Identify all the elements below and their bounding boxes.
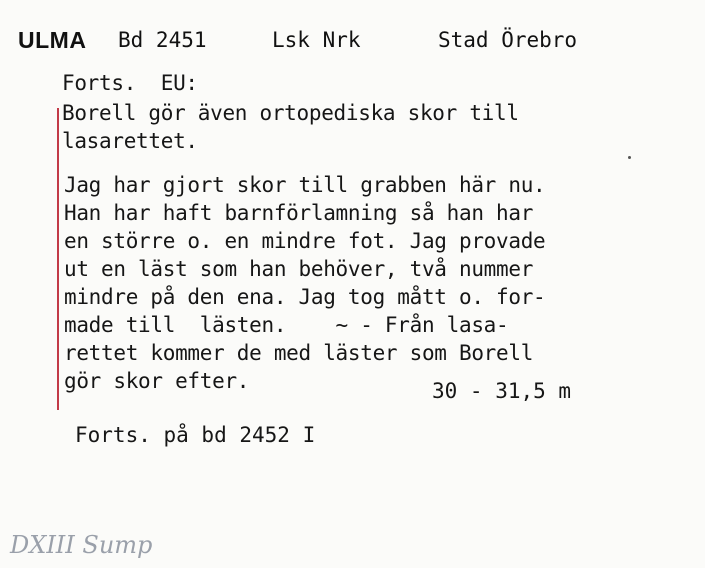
handwritten-note: DXIII Sump (10, 531, 153, 559)
volume-number: Bd 2451 (118, 28, 207, 52)
body-line: en större o. en mindre fot. Jag provade (64, 229, 546, 253)
measurement-range: 30 - 31,5 m (432, 379, 572, 403)
body-line: Forts. EU: (62, 71, 198, 95)
ink-speck (628, 156, 631, 159)
body-line: made till lästen. ~ - Från lasa- (64, 313, 509, 337)
body-line: rettet kommer de med läster som Borell (64, 341, 534, 365)
place-label: Stad Örebro (438, 28, 578, 52)
body-line: Borell gör även ortopediska skor till (62, 101, 519, 125)
body-line: lasarettet. (62, 129, 198, 153)
parish-label: Lsk Nrk (272, 28, 361, 52)
body-line: gör skor efter. (64, 369, 250, 393)
body-line: Jag har gjort skor till grabben här nu. (64, 173, 546, 197)
body-line: ut en läst som han behöver, två nummer (64, 257, 534, 281)
continuation-reference: Forts. på bd 2452 I (75, 423, 316, 447)
margin-bar (57, 108, 59, 410)
body-line: mindre på den ena. Jag tog mått o. for- (64, 285, 546, 309)
body-line: Han har haft barnförlamning så han har (64, 201, 534, 225)
archive-code: ULMA (18, 27, 87, 53)
